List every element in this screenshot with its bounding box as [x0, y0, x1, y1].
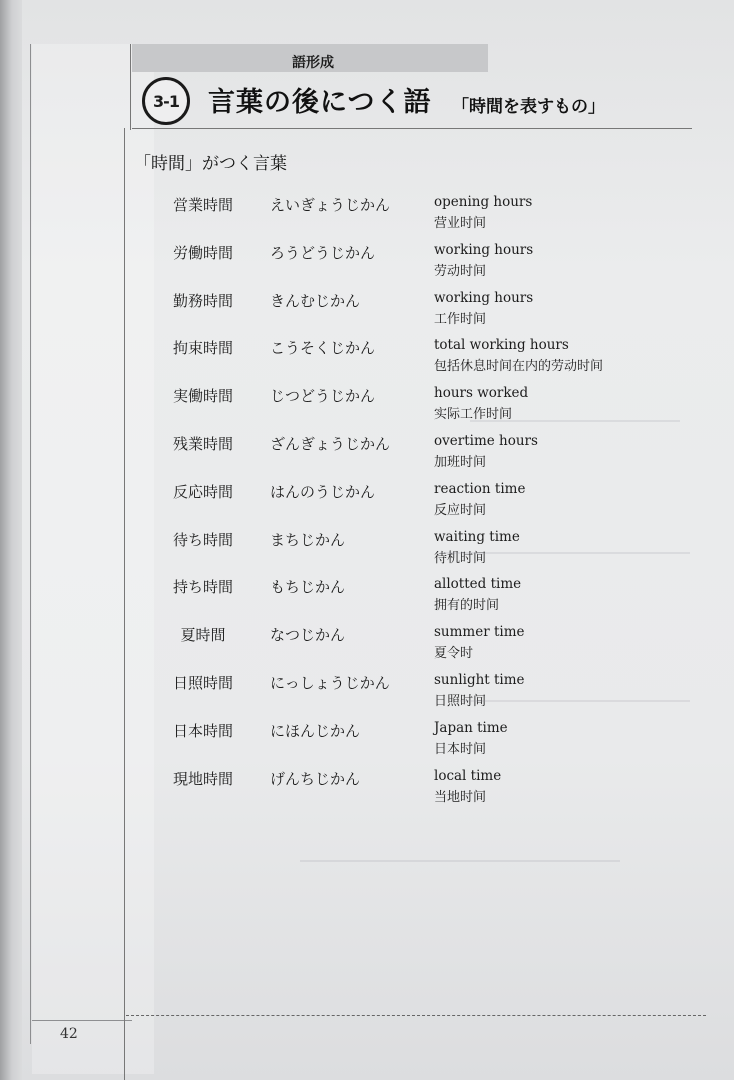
- vocab-reading: えいぎょうじかん: [270, 196, 391, 214]
- dashed-footer-rule: [126, 1015, 706, 1016]
- vocab-english: working hours: [434, 241, 534, 258]
- vocab-reading: はんのうじかん: [270, 482, 376, 501]
- show-through-line: [460, 700, 690, 702]
- vocab-english: overtime hours: [434, 432, 538, 449]
- vocab-chinese: 加班时间: [434, 454, 487, 470]
- show-through-line: [440, 552, 690, 554]
- vocab-row: [148, 475, 708, 523]
- vocab-chinese: 劳动时间: [434, 263, 487, 279]
- vocab-chinese: 实际工作时间: [434, 407, 513, 423]
- vocab-english: hours worked: [434, 385, 529, 402]
- vocab-term: 日照時間: [172, 673, 233, 692]
- vocab-row: [148, 236, 708, 284]
- vocab-reading: ろうどうじかん: [270, 243, 376, 262]
- vocab-reading: まちじかん: [270, 530, 346, 549]
- vocab-row: [148, 523, 708, 571]
- vocab-row: [148, 570, 708, 618]
- vocab-reading: げんちじかん: [270, 769, 361, 788]
- vocab-term: 待ち時間: [172, 530, 233, 549]
- vocab-term: 現地時間: [172, 769, 233, 788]
- section-subtitle: 「時間を表すもの」: [452, 97, 605, 117]
- vocab-english: waiting time: [434, 528, 520, 545]
- section-title: 言葉の後につく語: [208, 87, 432, 118]
- vocab-english: sunlight time: [434, 671, 525, 688]
- vocab-chinese: 日照时间: [434, 693, 487, 709]
- vocab-row: [148, 714, 708, 762]
- vocab-term: 拘束時間: [172, 339, 233, 358]
- vocab-english: allotted time: [434, 576, 522, 593]
- vocab-row: [148, 618, 708, 666]
- section-number: 3-1: [153, 91, 179, 111]
- vocab-chinese: 当地时间: [434, 789, 487, 805]
- vocab-row: [148, 188, 708, 236]
- vocab-term: 残業時間: [172, 434, 233, 453]
- vocab-chinese: 营业时间: [434, 216, 487, 231]
- vocab-english: total working hours: [434, 337, 569, 354]
- vocab-row: [148, 331, 708, 379]
- vocab-chinese: 拥有的时间: [434, 598, 500, 614]
- vocab-row: [148, 427, 708, 475]
- vocab-english: working hours: [434, 289, 534, 306]
- category-label: 語形成: [292, 55, 334, 71]
- show-through-line: [470, 420, 680, 422]
- vocab-english: reaction time: [434, 480, 526, 497]
- section-number-badge: [142, 77, 190, 125]
- page-number: 42: [60, 1026, 78, 1042]
- vocab-term: 夏時間: [180, 626, 226, 645]
- vocabulary-list: [148, 188, 708, 809]
- vocab-reading: にっしょうじかん: [270, 673, 390, 692]
- vocab-chinese: 反应时间: [434, 502, 487, 518]
- vocab-chinese: 工作时间: [434, 311, 487, 327]
- vocab-row: [148, 762, 708, 810]
- vocab-english: local time: [434, 767, 502, 784]
- vocab-chinese: 包括休息时间在内的劳动时间: [434, 359, 604, 375]
- vocab-english: opening hours: [434, 194, 533, 210]
- vocab-reading: なつじかん: [270, 626, 346, 645]
- vocab-english: summer time: [434, 624, 525, 641]
- show-through-line: [300, 860, 620, 862]
- header-rule: [132, 128, 692, 129]
- vocab-reading: じつどうじかん: [270, 387, 376, 406]
- vocab-reading: きんむじかん: [270, 291, 361, 310]
- left-margin-strip: [32, 44, 154, 1074]
- vocab-term: 労働時間: [172, 243, 233, 262]
- vocab-english: Japan time: [434, 719, 508, 736]
- vocab-term: 反応時間: [172, 482, 233, 501]
- vocab-term: 勤務時間: [172, 291, 233, 310]
- vocab-chinese: 日本时间: [434, 741, 487, 757]
- vocab-reading: ざんぎょうじかん: [270, 434, 391, 453]
- vocab-term: 持ち時間: [172, 578, 233, 597]
- vocab-chinese: 夏令时: [434, 646, 474, 662]
- vocab-term: 営業時間: [172, 196, 233, 214]
- vocab-row: [148, 666, 708, 714]
- header-divider: [130, 44, 131, 130]
- vocab-reading: こうそくじかん: [270, 339, 376, 358]
- vocab-reading: もちじかん: [270, 578, 346, 597]
- vocab-term: 実働時間: [172, 387, 233, 406]
- footer-rule: [32, 1020, 132, 1021]
- content-divider: [124, 128, 125, 1080]
- vocab-chinese: 待机时间: [434, 550, 487, 566]
- sub-heading: 「時間」がつく言葉: [134, 154, 287, 174]
- vocab-reading: にほんじかん: [270, 721, 361, 740]
- vocab-row: [148, 284, 708, 332]
- left-margin-line: [30, 44, 31, 1044]
- vocab-term: 日本時間: [172, 721, 233, 740]
